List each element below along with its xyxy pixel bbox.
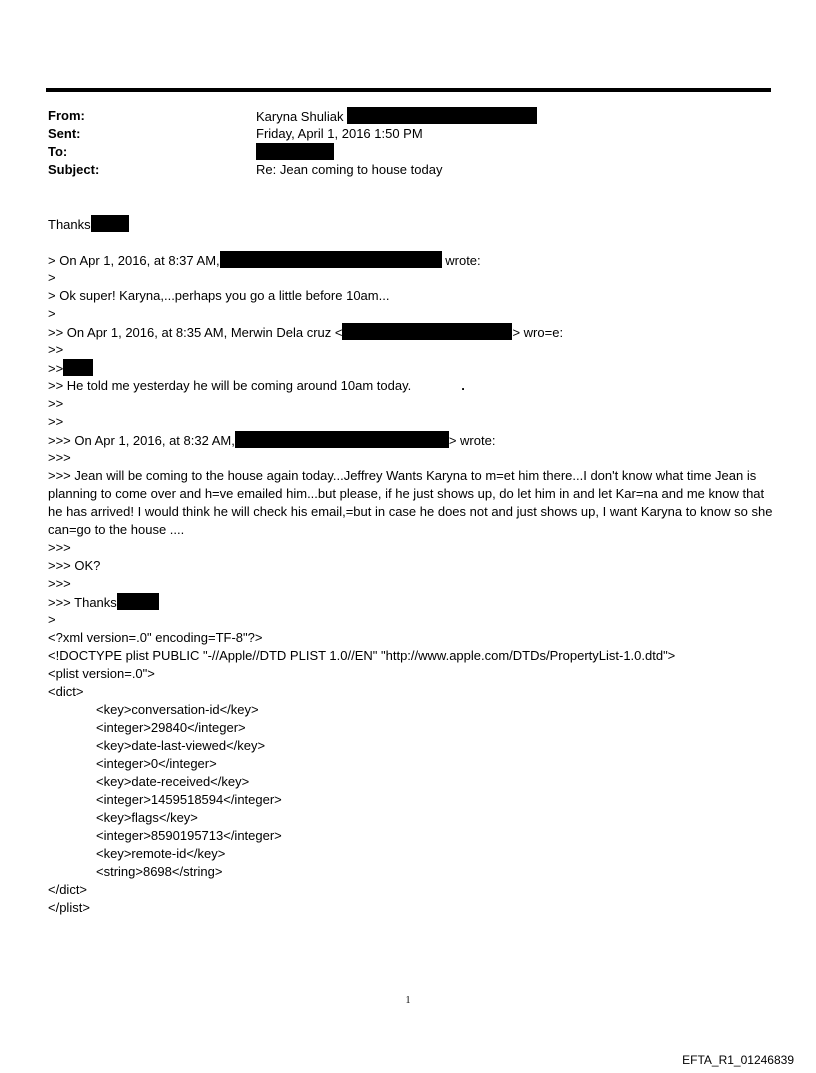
body-line: >> xyxy=(48,359,773,377)
body-line: > Ok super! Karyna,...perhaps you go a little before 10am... xyxy=(48,288,390,303)
xml-line: <dict> xyxy=(48,684,84,699)
xml-line: <plist version=.0"> xyxy=(48,666,155,681)
from-label: From: xyxy=(48,108,85,123)
redaction-box xyxy=(91,215,129,232)
body-line: > xyxy=(48,306,56,321)
body-line: >>> On Apr 1, 2016, at 8:32 AM, > wrote: xyxy=(48,433,496,448)
xml-line: <?xml version=.0" encoding=TF-8"?> xyxy=(48,630,263,645)
body-line: >> He told me yesterday he will be coming around 10am today. . xyxy=(48,378,465,393)
body-line: >>> Thanks xyxy=(48,593,773,611)
xml-line: <key>date-received</key> xyxy=(96,774,250,789)
from-value: Karyna Shuliak xyxy=(256,109,344,124)
xml-line: <string>8698</string> xyxy=(96,864,223,879)
body-line: >> xyxy=(48,396,64,411)
redaction-box xyxy=(256,143,334,160)
body-line: >>> xyxy=(48,576,71,591)
body-line: >> xyxy=(48,414,64,429)
email-body xyxy=(48,215,773,917)
body-line: > xyxy=(48,270,56,285)
subject-label: Subject: xyxy=(48,162,100,177)
xml-line: </plist> xyxy=(48,900,90,915)
body-line: >>> xyxy=(48,540,71,555)
xml-line: <integer>0</integer> xyxy=(96,756,217,771)
redaction-box xyxy=(347,107,537,124)
xml-line: <key>flags</key> xyxy=(96,810,198,825)
body-line: >>> OK? xyxy=(48,558,101,573)
sent-label: Sent: xyxy=(48,126,81,141)
xml-line: <integer>1459518594</integer> xyxy=(96,792,282,807)
subject-row xyxy=(48,161,443,179)
body-line: >>> xyxy=(48,450,71,465)
xml-line: <!DOCTYPE plist PUBLIC "-//Apple//DTD PLIST 1.0//EN" "http://www.apple.com/DTDs/PropertyList-1.0.dtd"> xyxy=(48,648,676,663)
header-rule xyxy=(46,88,771,92)
xml-line: <key>conversation-id</key> xyxy=(96,702,259,717)
xml-line: <key>date-last-viewed</key> xyxy=(96,738,266,753)
xml-line: <integer>29840</integer> xyxy=(96,720,246,735)
redaction-box xyxy=(342,323,512,340)
subject-value: Re: Jean coming to house today xyxy=(256,162,443,177)
xml-line: <integer>8590195713</integer> xyxy=(96,828,282,843)
xml-line: <key>remote-id</key> xyxy=(96,846,226,861)
document-id: EFTA_R1_01246839 xyxy=(682,1053,794,1067)
redaction-box xyxy=(117,593,159,610)
sent-row xyxy=(48,125,423,143)
page-number: 1 xyxy=(405,995,411,1006)
redaction-box xyxy=(220,251,442,268)
redaction-box xyxy=(63,359,93,376)
body-line: Thanks xyxy=(48,215,773,233)
body-line: > On Apr 1, 2016, at 8:37 AM, wrote: xyxy=(48,253,481,268)
to-row xyxy=(48,143,248,161)
body-paragraph: >>> Jean will be coming to the house again today...Jeffrey Wants Karyna to m=et him there...I don't know what time Jean is planning to come over and h=ve emailed him...but please, if he just shows up, do let him in and let Kar=na and me know that he has arrived! I would think he will check his email,=but in case he does not and just shows up, I want Karyna to know so she can=go to the house .... xyxy=(48,468,773,537)
sent-value: Friday, April 1, 2016 1:50 PM xyxy=(256,126,423,141)
body-line: > xyxy=(48,612,56,627)
body-line: >> xyxy=(48,342,64,357)
body-line: >> On Apr 1, 2016, at 8:35 AM, Merwin Dela cruz < > wro=e: xyxy=(48,325,564,340)
to-label: To: xyxy=(48,144,68,159)
from-row xyxy=(48,107,344,125)
xml-line: </dict> xyxy=(48,882,88,897)
redaction-box xyxy=(235,431,449,448)
